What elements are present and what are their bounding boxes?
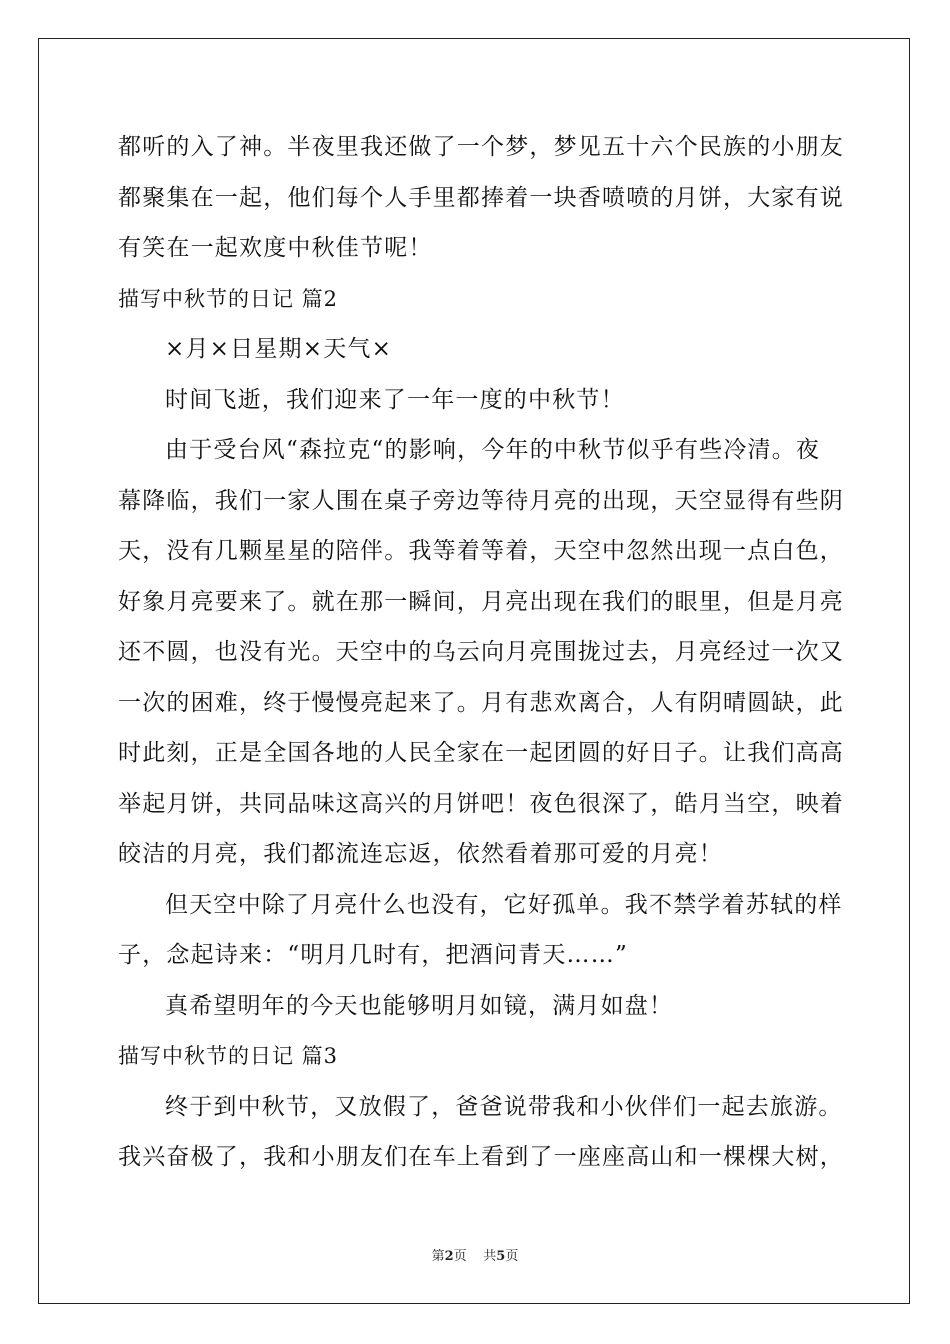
line-13: 时此刻，正是全国各地的人民全家在一起团圆的好日子。让我们高高 [118,740,844,766]
line-5: ×月×日星期×天气× [165,336,393,362]
total-label-suffix: 页 [505,1249,519,1264]
line-21: 我兴奋极了，我和小朋友们在车上看到了一座座高山和一棵棵大树， [118,1144,844,1170]
line-16: 但天空中除了月亮什么也没有，它好孤单。我不禁学着苏轼的样 [165,891,843,918]
section-heading-2: 描写中秋节的日记 篇2 [118,286,339,311]
line-11: 还不圆，也没有光。天空中的乌云向月亮围拢过去，月亮经过一次又 [118,639,844,665]
line-7: 由于受台风“森拉克“的影响，今年的中秋节似乎有些冷清。夜 [165,437,821,463]
line-10: 好象月亮要来了。就在那一瞬间，月亮出现在我们的眼里，但是月亮 [118,588,844,615]
section-heading-3: 描写中秋节的日记 篇3 [118,1044,339,1068]
page-footer [0,1245,950,1264]
page-label-suffix: 页 [453,1249,467,1264]
line-9: 天，没有几颗星星的陪伴。我等着等着，天空中忽然出现一点白色， [118,538,844,564]
line-12: 一次的困难，终于慢慢亮起来了。月有悲欢离合，人有阴晴圆缺，此 [118,689,844,716]
page-number-current: 2 [444,1249,454,1264]
line-1: 都听的入了神。半夜里我还做了一个梦，梦见五十六个民族的小朋友 [118,134,844,160]
line-14: 举起月饼，共同品味这高兴的月饼吧！夜色很深了，皓月当空，映着 [118,790,844,817]
line-6: 时间飞逝，我们迎来了一年一度的中秋节！ [165,386,625,413]
line-8: 幕降临，我们一家人围在桌子旁边等待月亮的出现，天空显得有些阴 [118,487,844,514]
line-20: 终于到中秋节，又放假了，爸爸说带我和小伙伴们一起去旅游。 [165,1093,843,1120]
total-label-prefix: 共 [483,1249,497,1264]
line-18: 真希望明年的今天也能够明月如镜，满月如盘！ [165,992,674,1019]
page-label-prefix: 第 [431,1249,445,1264]
line-17: 子，念起诗来：“明月几时有，把酒问青天……” [118,942,628,968]
line-15: 皎洁的月亮，我们都流连忘返，依然看着那可爱的月亮！ [118,841,723,867]
page-number-total: 5 [496,1249,506,1264]
line-2: 都聚集在一起，他们每个人手里都捧着一块香喷喷的月饼，大家有说 [118,184,844,211]
document-body [118,122,844,1183]
line-3: 有笑在一起欢度中秋佳节呢！ [118,235,433,261]
